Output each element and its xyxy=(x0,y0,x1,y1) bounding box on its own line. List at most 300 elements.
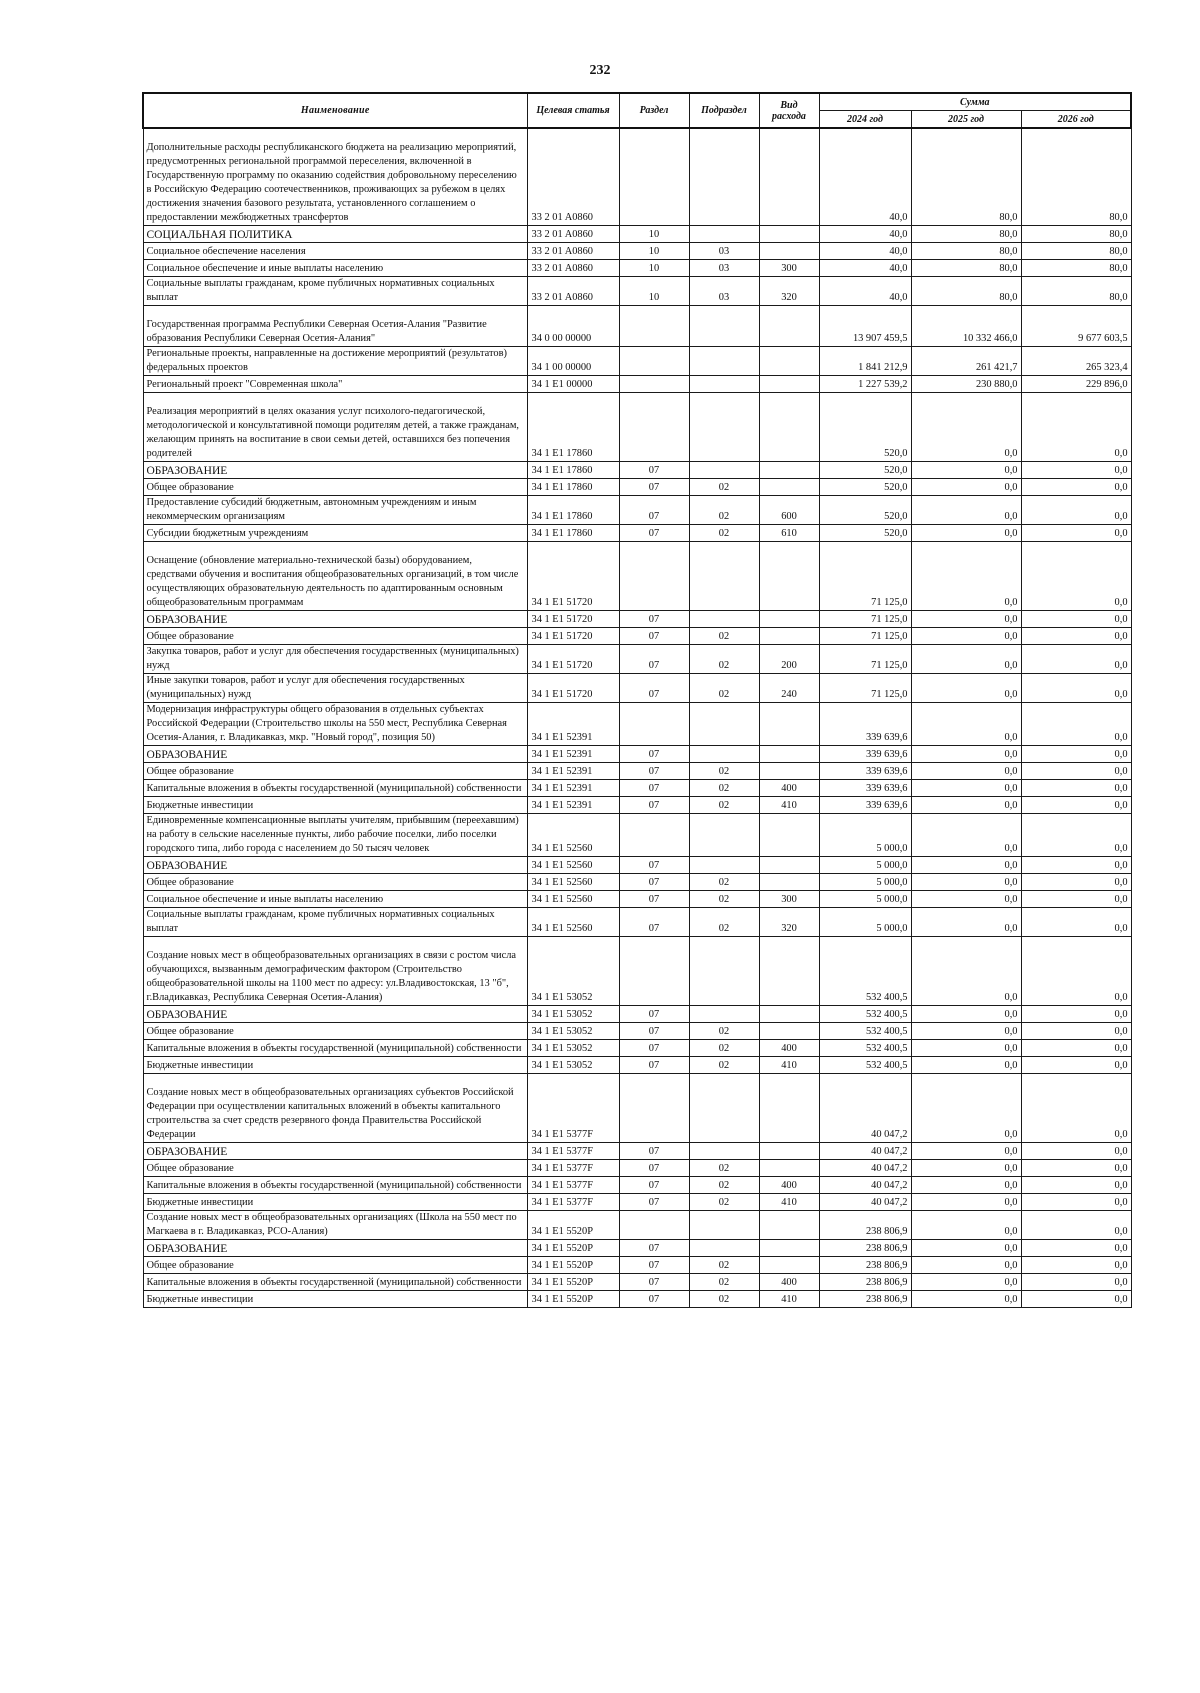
row-section: 07 xyxy=(619,763,689,780)
row-sum-2024: 1 227 539,2 xyxy=(819,376,911,393)
row-name: Бюджетные инвестиции xyxy=(143,1057,527,1074)
row-sum-2026: 0,0 xyxy=(1021,1074,1131,1143)
row-sum-2026: 0,0 xyxy=(1021,674,1131,703)
row-subsection: 02 xyxy=(689,1194,759,1211)
row-name: Бюджетные инвестиции xyxy=(143,1194,527,1211)
row-sum-2025: 0,0 xyxy=(911,462,1021,479)
row-target-code: 34 1 E1 5377F xyxy=(527,1194,619,1211)
row-target-code: 34 1 E1 52560 xyxy=(527,891,619,908)
row-name: Предоставление субсидий бюджетным, автономным учреждениям и иным некоммерческим организациям xyxy=(143,496,527,525)
row-sum-2025: 0,0 xyxy=(911,908,1021,937)
row-section: 07 xyxy=(619,891,689,908)
table-row xyxy=(143,1074,1131,1143)
row-section: 10 xyxy=(619,243,689,260)
row-sum-2025: 0,0 xyxy=(911,703,1021,746)
row-target-code: 34 1 E1 52391 xyxy=(527,763,619,780)
row-sum-2024: 339 639,6 xyxy=(819,797,911,814)
row-name: Социальные выплаты гражданам, кроме публичных нормативных социальных выплат xyxy=(143,908,527,937)
row-target-code: 34 1 E1 53052 xyxy=(527,1023,619,1040)
row-target-code: 34 0 00 00000 xyxy=(527,306,619,347)
budget-table xyxy=(142,92,1132,1308)
row-sum-2024: 5 000,0 xyxy=(819,857,911,874)
row-subsection xyxy=(689,857,759,874)
row-sum-2025: 0,0 xyxy=(911,496,1021,525)
row-expense-type: 400 xyxy=(759,1040,819,1057)
table-row xyxy=(143,347,1131,376)
header-section: Раздел xyxy=(619,93,689,128)
row-sum-2025: 0,0 xyxy=(911,1194,1021,1211)
row-subsection: 03 xyxy=(689,243,759,260)
row-sum-2024: 339 639,6 xyxy=(819,746,911,763)
table-row xyxy=(143,908,1131,937)
row-section: 07 xyxy=(619,746,689,763)
row-sum-2026: 0,0 xyxy=(1021,1257,1131,1274)
row-sum-2025: 0,0 xyxy=(911,814,1021,857)
row-name: ОБРАЗОВАНИЕ xyxy=(143,857,527,874)
row-subsection: 02 xyxy=(689,1160,759,1177)
table-row xyxy=(143,1274,1131,1291)
row-target-code: 34 1 E1 52391 xyxy=(527,703,619,746)
row-sum-2026: 265 323,4 xyxy=(1021,347,1131,376)
row-section: 07 xyxy=(619,1040,689,1057)
row-subsection: 02 xyxy=(689,479,759,496)
row-sum-2026: 0,0 xyxy=(1021,628,1131,645)
row-expense-type xyxy=(759,347,819,376)
row-sum-2025: 0,0 xyxy=(911,525,1021,542)
table-row xyxy=(143,703,1131,746)
row-expense-type xyxy=(759,937,819,1006)
table-row xyxy=(143,874,1131,891)
table-row xyxy=(143,1057,1131,1074)
row-name: Общее образование xyxy=(143,628,527,645)
row-section: 07 xyxy=(619,797,689,814)
row-section: 07 xyxy=(619,645,689,674)
row-sum-2024: 520,0 xyxy=(819,525,911,542)
row-sum-2026: 0,0 xyxy=(1021,1023,1131,1040)
row-expense-type: 240 xyxy=(759,674,819,703)
row-sum-2024: 532 400,5 xyxy=(819,1006,911,1023)
row-subsection xyxy=(689,306,759,347)
row-sum-2024: 238 806,9 xyxy=(819,1274,911,1291)
row-sum-2026: 0,0 xyxy=(1021,1006,1131,1023)
row-name: ОБРАЗОВАНИЕ xyxy=(143,1240,527,1257)
table-row xyxy=(143,628,1131,645)
table-row xyxy=(143,479,1131,496)
row-sum-2025: 0,0 xyxy=(911,1006,1021,1023)
row-sum-2024: 532 400,5 xyxy=(819,1057,911,1074)
table-row xyxy=(143,857,1131,874)
row-subsection xyxy=(689,611,759,628)
row-sum-2025: 0,0 xyxy=(911,1143,1021,1160)
row-sum-2026: 80,0 xyxy=(1021,243,1131,260)
row-sum-2025: 0,0 xyxy=(911,937,1021,1006)
row-section: 07 xyxy=(619,1291,689,1308)
row-subsection xyxy=(689,1240,759,1257)
row-expense-type xyxy=(759,763,819,780)
table-row xyxy=(143,462,1131,479)
row-sum-2026: 0,0 xyxy=(1021,1274,1131,1291)
row-sum-2026: 0,0 xyxy=(1021,937,1131,1006)
row-sum-2024: 520,0 xyxy=(819,462,911,479)
row-subsection xyxy=(689,703,759,746)
row-expense-type: 610 xyxy=(759,525,819,542)
row-target-code: 34 1 E1 51720 xyxy=(527,645,619,674)
row-name: Реализация мероприятий в целях оказания услуг психолого-педагогической, методологической и консультативной помощи родителям детей, а также гражданам, желающим принять на воспитание в свои семьи детей, оставшихся без попечения родителей xyxy=(143,393,527,462)
row-expense-type: 300 xyxy=(759,891,819,908)
row-subsection: 02 xyxy=(689,891,759,908)
row-target-code: 33 2 01 A0860 xyxy=(527,277,619,306)
row-sum-2025: 0,0 xyxy=(911,746,1021,763)
row-sum-2025: 0,0 xyxy=(911,542,1021,611)
table-row xyxy=(143,814,1131,857)
row-subsection xyxy=(689,1211,759,1240)
row-sum-2024: 1 841 212,9 xyxy=(819,347,911,376)
row-section: 07 xyxy=(619,1006,689,1023)
row-expense-type xyxy=(759,611,819,628)
row-name: Капитальные вложения в объекты государственной (муниципальной) собственности xyxy=(143,1040,527,1057)
row-sum-2024: 71 125,0 xyxy=(819,628,911,645)
row-sum-2024: 40,0 xyxy=(819,243,911,260)
row-section: 07 xyxy=(619,857,689,874)
table-row xyxy=(143,1291,1131,1308)
row-expense-type xyxy=(759,857,819,874)
row-target-code: 34 1 E1 17860 xyxy=(527,525,619,542)
row-sum-2026: 0,0 xyxy=(1021,1040,1131,1057)
row-sum-2026: 0,0 xyxy=(1021,1160,1131,1177)
row-subsection xyxy=(689,462,759,479)
row-name: Социальное обеспечение населения xyxy=(143,243,527,260)
table-row xyxy=(143,542,1131,611)
row-section xyxy=(619,393,689,462)
row-target-code: 34 1 E1 53052 xyxy=(527,1057,619,1074)
row-name: Социальное обеспечение и иные выплаты населению xyxy=(143,260,527,277)
row-name: Общее образование xyxy=(143,763,527,780)
row-name: Дополнительные расходы республиканского бюджета на реализацию мероприятий, предусмотренных региональной программой переселения, включенной в Государственную программу по оказанию содействия добровольному переселению в Российскую Федерацию соотечественников, проживающих за рубежом в целях достижения значения базового результата, установленного соглашением о предоставлении межбюджетных трансфертов xyxy=(143,128,527,226)
page-number: 232 xyxy=(589,63,611,78)
row-name: Субсидии бюджетным учреждениям xyxy=(143,525,527,542)
row-sum-2024: 40,0 xyxy=(819,277,911,306)
row-section xyxy=(619,1074,689,1143)
row-sum-2024: 238 806,9 xyxy=(819,1240,911,1257)
row-name: Иные закупки товаров, работ и услуг для обеспечения государственных (муниципальных) нужд xyxy=(143,674,527,703)
row-sum-2026: 0,0 xyxy=(1021,393,1131,462)
row-name: Государственная программа Республики Северная Осетия-Алания "Развитие образования Республики Северная Осетия-Алания" xyxy=(143,306,527,347)
header-sum: Сумма xyxy=(819,93,1131,111)
table-row xyxy=(143,763,1131,780)
row-sum-2025: 10 332 466,0 xyxy=(911,306,1021,347)
row-sum-2025: 0,0 xyxy=(911,1240,1021,1257)
row-expense-type: 410 xyxy=(759,797,819,814)
row-sum-2024: 339 639,6 xyxy=(819,703,911,746)
table-row xyxy=(143,891,1131,908)
table-row xyxy=(143,128,1131,226)
row-target-code: 34 1 E1 52560 xyxy=(527,908,619,937)
table-row xyxy=(143,1143,1131,1160)
row-name: Создание новых мест в общеобразовательных организациях субъектов Российской Федерации при осуществлении капитальных вложений в объекты капитального строительства за счет средств резервного фонда Правительства Российской Федерации xyxy=(143,1074,527,1143)
row-sum-2024: 71 125,0 xyxy=(819,611,911,628)
row-subsection: 02 xyxy=(689,1291,759,1308)
header-expense-type: Вид расхода xyxy=(759,93,819,128)
row-name: Общее образование xyxy=(143,874,527,891)
table-row xyxy=(143,277,1131,306)
row-expense-type xyxy=(759,1023,819,1040)
row-sum-2024: 532 400,5 xyxy=(819,937,911,1006)
row-expense-type xyxy=(759,1240,819,1257)
row-sum-2026: 0,0 xyxy=(1021,1240,1131,1257)
row-sum-2026: 0,0 xyxy=(1021,1291,1131,1308)
row-section xyxy=(619,814,689,857)
row-sum-2025: 80,0 xyxy=(911,226,1021,243)
row-target-code: 34 1 E1 53052 xyxy=(527,1040,619,1057)
row-expense-type xyxy=(759,376,819,393)
row-target-code: 34 1 E1 52391 xyxy=(527,746,619,763)
row-name: Общее образование xyxy=(143,1160,527,1177)
row-sum-2026: 0,0 xyxy=(1021,1143,1131,1160)
row-sum-2025: 0,0 xyxy=(911,611,1021,628)
row-sum-2026: 80,0 xyxy=(1021,226,1131,243)
row-sum-2025: 0,0 xyxy=(911,1160,1021,1177)
row-target-code: 34 1 E1 51720 xyxy=(527,542,619,611)
row-subsection: 02 xyxy=(689,1040,759,1057)
row-sum-2024: 520,0 xyxy=(819,393,911,462)
row-sum-2025: 0,0 xyxy=(911,674,1021,703)
row-sum-2026: 0,0 xyxy=(1021,814,1131,857)
table-row xyxy=(143,243,1131,260)
row-sum-2026: 0,0 xyxy=(1021,496,1131,525)
row-sum-2024: 5 000,0 xyxy=(819,908,911,937)
table-row xyxy=(143,260,1131,277)
row-sum-2026: 0,0 xyxy=(1021,857,1131,874)
row-sum-2026: 0,0 xyxy=(1021,1194,1131,1211)
row-expense-type xyxy=(759,128,819,226)
row-name: Общее образование xyxy=(143,1023,527,1040)
row-name: Бюджетные инвестиции xyxy=(143,797,527,814)
row-target-code: 34 1 E1 17860 xyxy=(527,462,619,479)
row-sum-2026: 0,0 xyxy=(1021,703,1131,746)
row-sum-2024: 71 125,0 xyxy=(819,674,911,703)
table-row xyxy=(143,376,1131,393)
table-row xyxy=(143,496,1131,525)
table-row xyxy=(143,746,1131,763)
row-expense-type xyxy=(759,1143,819,1160)
row-name: ОБРАЗОВАНИЕ xyxy=(143,1143,527,1160)
row-expense-type xyxy=(759,1257,819,1274)
row-sum-2025: 0,0 xyxy=(911,479,1021,496)
table-row xyxy=(143,1194,1131,1211)
table-row xyxy=(143,1006,1131,1023)
row-section xyxy=(619,306,689,347)
row-section: 10 xyxy=(619,277,689,306)
row-subsection: 02 xyxy=(689,780,759,797)
row-target-code: 34 1 00 00000 xyxy=(527,347,619,376)
row-target-code: 34 1 E1 52560 xyxy=(527,874,619,891)
row-section xyxy=(619,542,689,611)
row-sum-2024: 520,0 xyxy=(819,479,911,496)
row-sum-2024: 40 047,2 xyxy=(819,1074,911,1143)
row-section: 07 xyxy=(619,462,689,479)
row-name: Социальные выплаты гражданам, кроме публичных нормативных социальных выплат xyxy=(143,277,527,306)
row-target-code: 34 1 E1 53052 xyxy=(527,937,619,1006)
row-sum-2026: 0,0 xyxy=(1021,525,1131,542)
row-sum-2024: 5 000,0 xyxy=(819,814,911,857)
row-sum-2025: 0,0 xyxy=(911,1074,1021,1143)
row-sum-2026: 0,0 xyxy=(1021,780,1131,797)
row-sum-2025: 230 880,0 xyxy=(911,376,1021,393)
row-subsection xyxy=(689,542,759,611)
row-name: Капитальные вложения в объекты государственной (муниципальной) собственности xyxy=(143,1274,527,1291)
row-section: 07 xyxy=(619,1057,689,1074)
row-name: Общее образование xyxy=(143,1257,527,1274)
row-section xyxy=(619,376,689,393)
row-target-code: 33 2 01 A0860 xyxy=(527,128,619,226)
row-sum-2025: 0,0 xyxy=(911,891,1021,908)
row-sum-2024: 40,0 xyxy=(819,226,911,243)
row-sum-2026: 0,0 xyxy=(1021,479,1131,496)
row-expense-type xyxy=(759,1006,819,1023)
row-subsection: 02 xyxy=(689,1257,759,1274)
row-sum-2025: 0,0 xyxy=(911,1040,1021,1057)
row-expense-type: 410 xyxy=(759,1194,819,1211)
row-sum-2026: 229 896,0 xyxy=(1021,376,1131,393)
table-header xyxy=(143,93,1131,128)
row-section xyxy=(619,128,689,226)
row-expense-type: 410 xyxy=(759,1057,819,1074)
row-sum-2025: 0,0 xyxy=(911,763,1021,780)
header-subsection: Подраздел xyxy=(689,93,759,128)
row-name: Региональные проекты, направленные на достижение мероприятий (результатов) федеральных проектов xyxy=(143,347,527,376)
row-target-code: 34 1 E1 52560 xyxy=(527,814,619,857)
row-subsection: 02 xyxy=(689,674,759,703)
row-name: ОБРАЗОВАНИЕ xyxy=(143,746,527,763)
header-2025: 2025 год xyxy=(911,111,1021,129)
row-sum-2024: 71 125,0 xyxy=(819,645,911,674)
row-sum-2024: 5 000,0 xyxy=(819,891,911,908)
row-target-code: 34 1 E1 5377F xyxy=(527,1074,619,1143)
row-expense-type xyxy=(759,393,819,462)
row-subsection xyxy=(689,1074,759,1143)
row-sum-2024: 71 125,0 xyxy=(819,542,911,611)
row-subsection: 02 xyxy=(689,908,759,937)
row-sum-2025: 80,0 xyxy=(911,277,1021,306)
row-subsection: 02 xyxy=(689,763,759,780)
row-section: 07 xyxy=(619,628,689,645)
row-section: 07 xyxy=(619,780,689,797)
row-section: 07 xyxy=(619,908,689,937)
header-name: Наименование xyxy=(143,93,527,128)
row-subsection xyxy=(689,226,759,243)
row-name: Социальное обеспечение и иные выплаты населению xyxy=(143,891,527,908)
row-target-code: 34 1 E1 51720 xyxy=(527,674,619,703)
row-sum-2026: 0,0 xyxy=(1021,763,1131,780)
row-sum-2025: 0,0 xyxy=(911,1177,1021,1194)
row-subsection xyxy=(689,1143,759,1160)
row-expense-type: 600 xyxy=(759,496,819,525)
table-row xyxy=(143,1257,1131,1274)
row-section xyxy=(619,703,689,746)
row-sum-2025: 0,0 xyxy=(911,1257,1021,1274)
row-target-code: 34 1 E1 5520P xyxy=(527,1240,619,1257)
table-row xyxy=(143,1023,1131,1040)
header-2024: 2024 год xyxy=(819,111,911,129)
table-row xyxy=(143,674,1131,703)
row-sum-2026: 0,0 xyxy=(1021,542,1131,611)
row-target-code: 34 1 E1 17860 xyxy=(527,496,619,525)
row-sum-2024: 238 806,9 xyxy=(819,1257,911,1274)
row-expense-type: 400 xyxy=(759,1177,819,1194)
row-name: СОЦИАЛЬНАЯ ПОЛИТИКА xyxy=(143,226,527,243)
table-row xyxy=(143,226,1131,243)
row-name: Оснащение (обновление материально-технической базы) оборудованием, средствами обучения и воспитания общеобразовательных организаций, в том числе осуществляющих образовательную деятельность по адаптированным основным общеобразовательным программам xyxy=(143,542,527,611)
row-name: Региональный проект "Современная школа" xyxy=(143,376,527,393)
header-2026: 2026 год xyxy=(1021,111,1131,129)
row-target-code: 34 1 E1 5377F xyxy=(527,1143,619,1160)
row-name: Капитальные вложения в объекты государственной (муниципальной) собственности xyxy=(143,780,527,797)
row-expense-type: 320 xyxy=(759,277,819,306)
row-subsection: 02 xyxy=(689,525,759,542)
row-expense-type xyxy=(759,226,819,243)
row-expense-type xyxy=(759,746,819,763)
row-sum-2024: 40 047,2 xyxy=(819,1160,911,1177)
row-sum-2026: 0,0 xyxy=(1021,611,1131,628)
row-sum-2025: 0,0 xyxy=(911,645,1021,674)
row-sum-2024: 40 047,2 xyxy=(819,1143,911,1160)
row-sum-2026: 0,0 xyxy=(1021,797,1131,814)
row-sum-2024: 40,0 xyxy=(819,128,911,226)
row-section: 07 xyxy=(619,496,689,525)
row-sum-2025: 261 421,7 xyxy=(911,347,1021,376)
row-expense-type xyxy=(759,703,819,746)
row-sum-2026: 0,0 xyxy=(1021,746,1131,763)
row-subsection: 02 xyxy=(689,874,759,891)
table-row xyxy=(143,393,1131,462)
row-target-code: 34 1 E1 52391 xyxy=(527,780,619,797)
row-section: 07 xyxy=(619,611,689,628)
row-sum-2026: 0,0 xyxy=(1021,462,1131,479)
header-target: Целевая статья xyxy=(527,93,619,128)
table-body xyxy=(143,128,1131,1308)
row-target-code: 34 1 E1 53052 xyxy=(527,1006,619,1023)
row-subsection: 02 xyxy=(689,1057,759,1074)
row-section xyxy=(619,937,689,1006)
row-expense-type xyxy=(759,1074,819,1143)
table-row xyxy=(143,1040,1131,1057)
row-name: Создание новых мест в общеобразовательных организациях в связи с ростом числа обучающихся, вызванным демографическим фактором (Строительство общеобразовательной школы на 1100 мест по адресу: ул.Владивостокская, 13 "б", г.Владикавказ, Республика Северная Осетия-Алания) xyxy=(143,937,527,1006)
row-sum-2026: 0,0 xyxy=(1021,891,1131,908)
row-sum-2024: 238 806,9 xyxy=(819,1291,911,1308)
row-sum-2024: 40 047,2 xyxy=(819,1194,911,1211)
row-name: ОБРАЗОВАНИЕ xyxy=(143,611,527,628)
row-sum-2026: 80,0 xyxy=(1021,277,1131,306)
row-target-code: 33 2 01 A0860 xyxy=(527,260,619,277)
row-target-code: 34 1 E1 5377F xyxy=(527,1177,619,1194)
row-subsection: 02 xyxy=(689,1177,759,1194)
table-row xyxy=(143,797,1131,814)
row-expense-type: 400 xyxy=(759,1274,819,1291)
row-sum-2024: 5 000,0 xyxy=(819,874,911,891)
row-subsection: 02 xyxy=(689,628,759,645)
row-target-code: 34 1 E1 5520P xyxy=(527,1274,619,1291)
row-sum-2025: 0,0 xyxy=(911,857,1021,874)
row-sum-2025: 0,0 xyxy=(911,1291,1021,1308)
row-section: 07 xyxy=(619,479,689,496)
row-expense-type: 200 xyxy=(759,645,819,674)
row-name: Модернизация инфраструктуры общего образования в отдельных субъектах Российской Федерации (Строительство школы на 550 мест, Республика Северная Осетия-Алания, г. Владикавказ, мкр. "Новый город", позиция 50) xyxy=(143,703,527,746)
row-target-code: 33 2 01 A0860 xyxy=(527,226,619,243)
row-subsection xyxy=(689,1006,759,1023)
row-expense-type xyxy=(759,1211,819,1240)
row-sum-2024: 520,0 xyxy=(819,496,911,525)
row-subsection xyxy=(689,937,759,1006)
